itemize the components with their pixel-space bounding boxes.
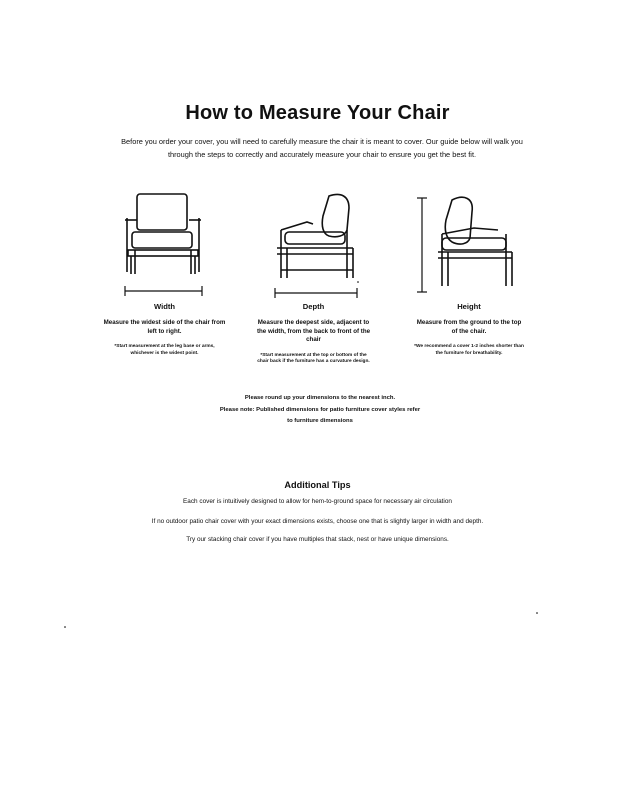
intro-paragraph: Before you order your cover, you will need to carefully measure the chair it is meant to cover. Our guide below will walk you through the steps to correctly and accurately measure your chair to ensure you get the best fit. xyxy=(121,137,523,159)
depth-label: Depth xyxy=(302,302,325,311)
depth-chair-illustration xyxy=(267,190,365,300)
height-view-chair-icon xyxy=(412,190,522,300)
height-chair-illustration xyxy=(412,190,522,300)
height-label: Height xyxy=(457,302,481,311)
scan-speck xyxy=(536,612,538,614)
depth-note: *Start measurement at the top or bottom of the chair back if the furniture has a curvature design. xyxy=(257,352,370,365)
height-description: Measure from the ground to the top of the chair. xyxy=(416,319,522,335)
rounding-line-1: Please round up your dimensions to the nearest inch. xyxy=(244,395,396,401)
depth-column xyxy=(256,302,371,366)
width-label: Width xyxy=(153,302,176,311)
side-view-chair-icon xyxy=(267,190,365,300)
height-column xyxy=(413,302,525,358)
width-chair-illustration xyxy=(117,190,209,298)
width-column xyxy=(102,302,227,358)
additional-tips-title: Additional Tips xyxy=(284,480,351,490)
width-note: *Start measurement at the leg base or arms, whichever is the widest point. xyxy=(114,344,215,356)
scan-speck xyxy=(357,281,359,283)
rounding-note xyxy=(205,393,435,428)
height-note: *We recommend a cover 1-2 inches shorter than the furniture for breathability. xyxy=(414,344,524,356)
scan-speck xyxy=(64,626,66,628)
page-title: How to Measure Your Chair xyxy=(185,102,450,124)
depth-description: Measure the deepest side, adjacent to the width, from the back to front of the chair xyxy=(256,319,371,343)
tip-item-3: Try our stacking chair cover if you have multiples that stack, nest or have unique dimensions. xyxy=(186,536,449,543)
rounding-line-2: Please note: Published dimensions for patio furniture cover styles refer xyxy=(219,406,421,413)
width-description: Measure the widest side of the chair from left to right. xyxy=(103,319,226,335)
front-view-chair-icon xyxy=(117,190,209,298)
tip-item-1: Each cover is intuitively designed to allow for hem-to-ground space for necessary air circulation xyxy=(183,498,452,505)
tip-item-2: If no outdoor patio chair cover with your exact dimensions exists, choose one that is slightly larger in width and depth. xyxy=(151,518,484,525)
rounding-line-3: to furniture dimensions xyxy=(287,418,353,424)
